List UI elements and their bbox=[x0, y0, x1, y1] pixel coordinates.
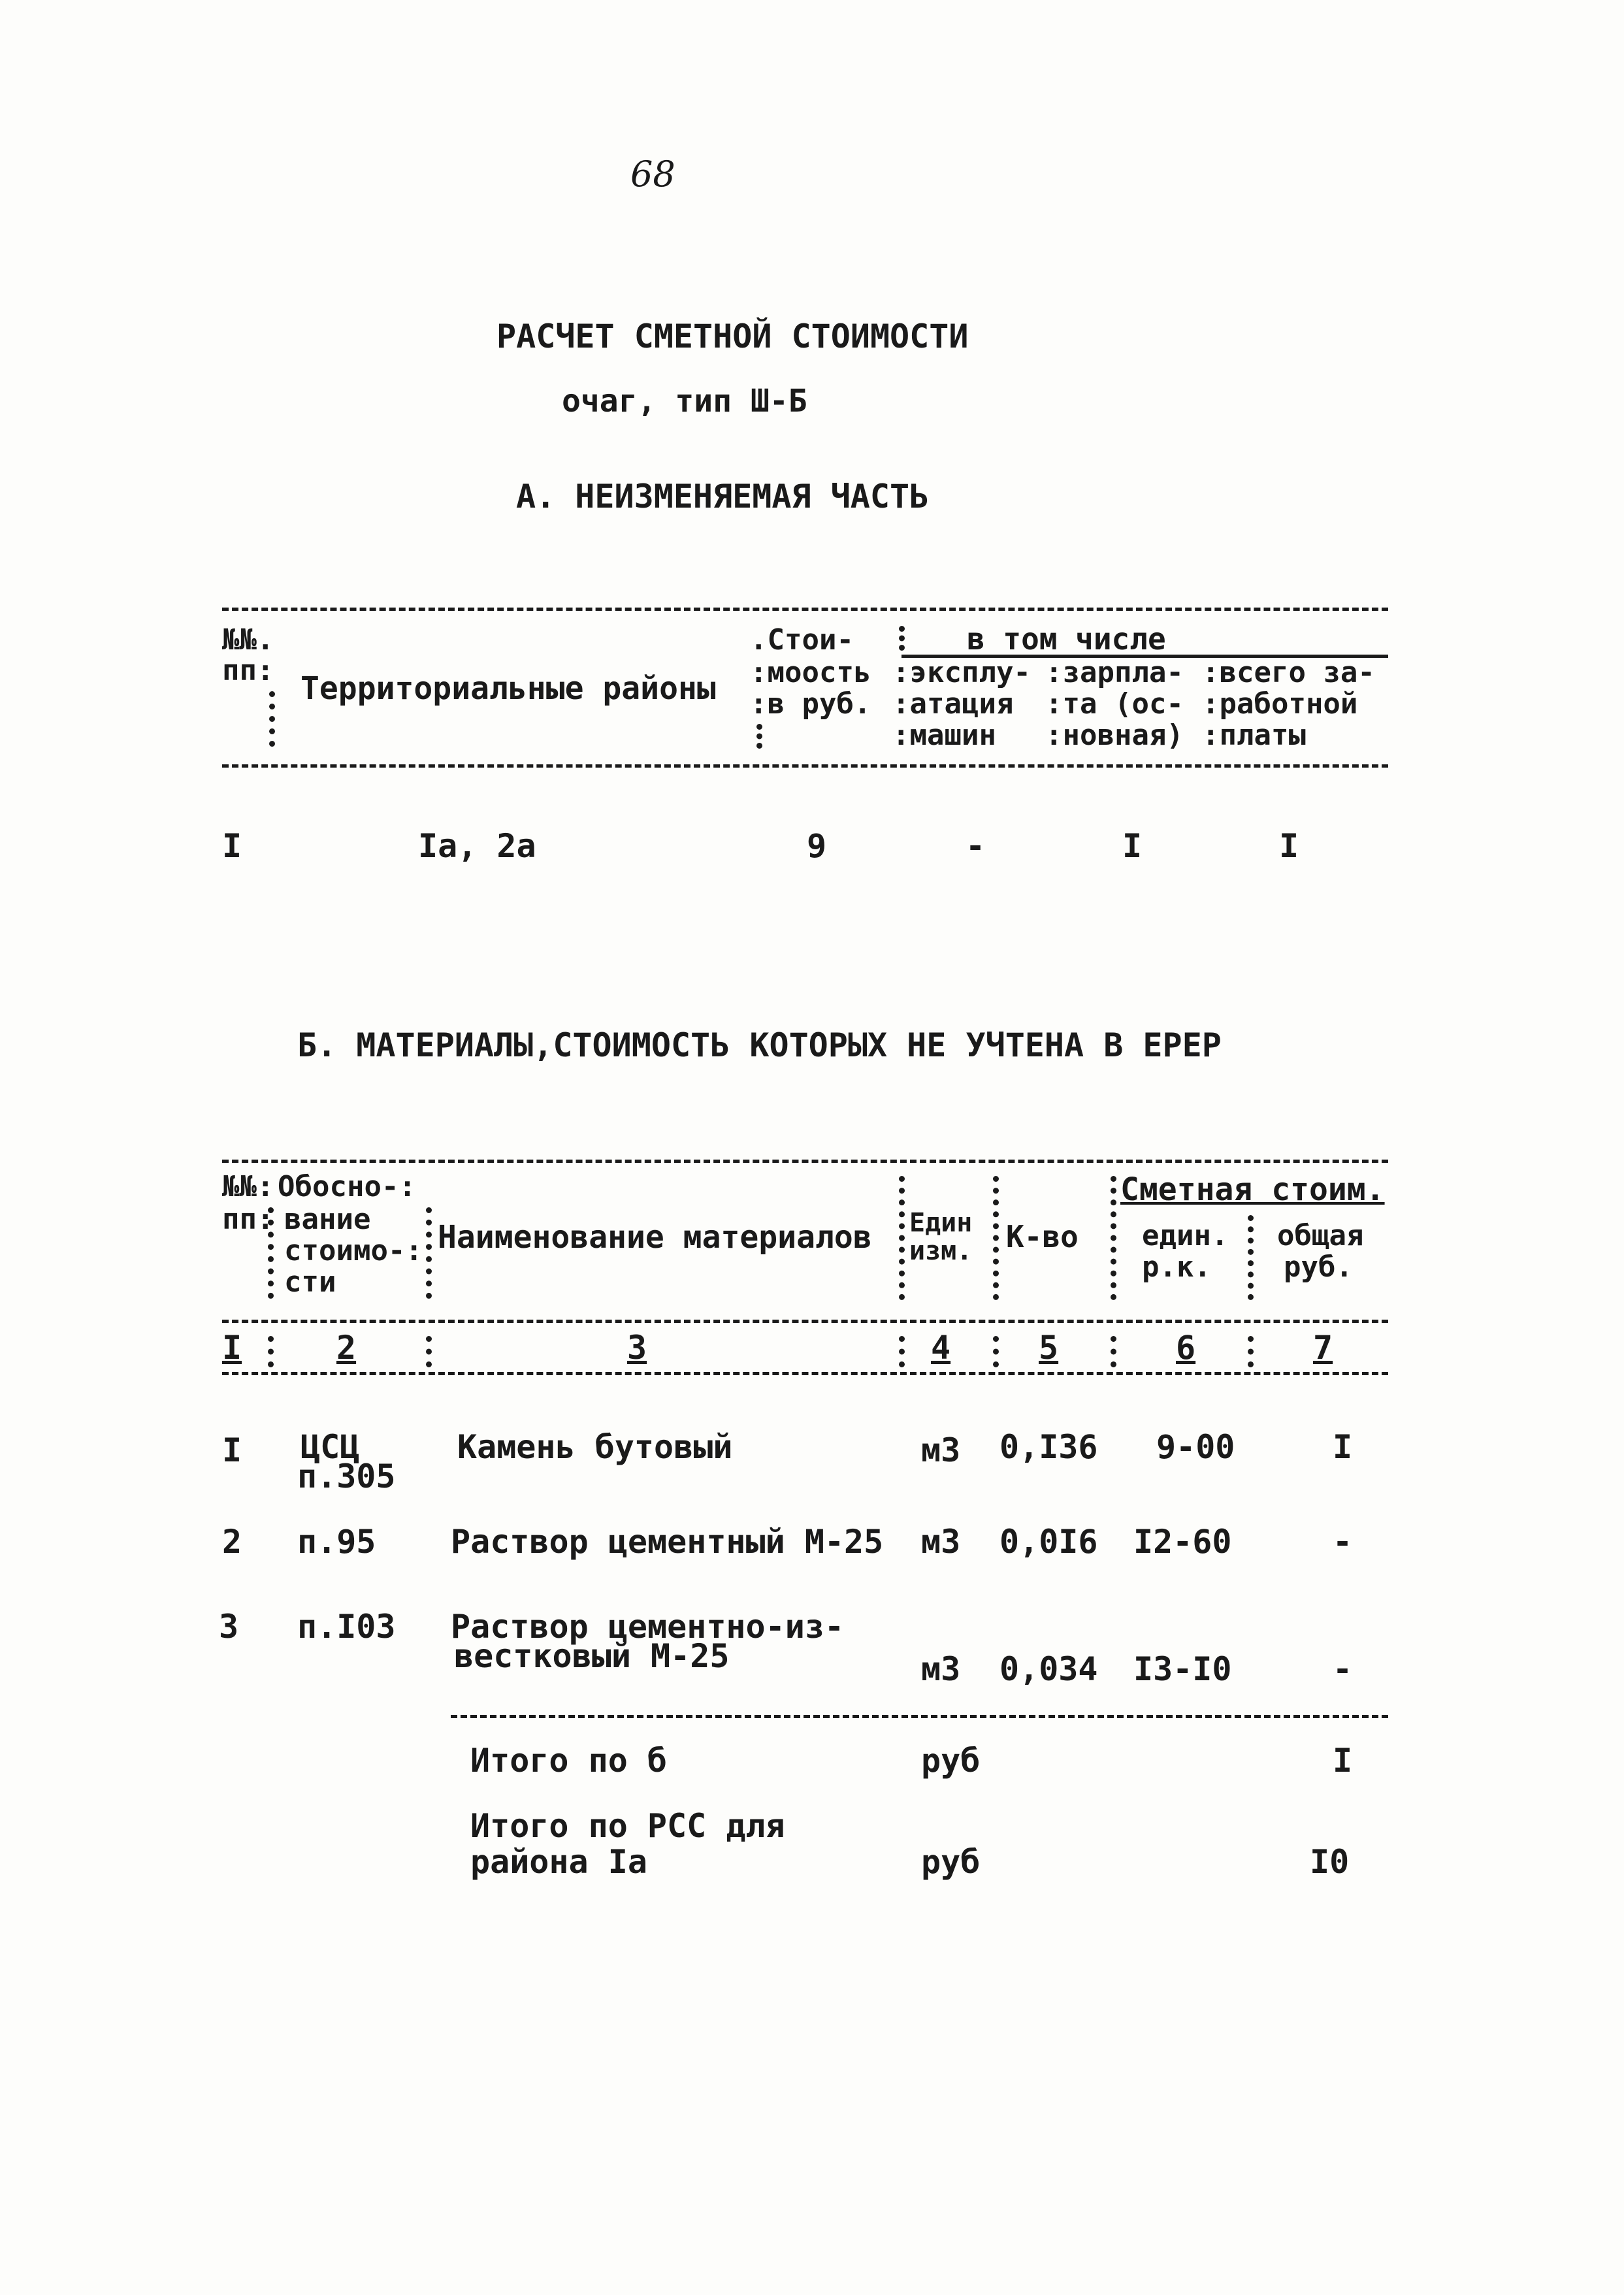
column-number: 6 bbox=[1176, 1329, 1196, 1367]
header-expl-line2: :атация bbox=[892, 687, 1014, 721]
header-num-line2: пп: bbox=[222, 1203, 274, 1236]
header-unit-line2: изм. bbox=[909, 1236, 973, 1266]
column-numbers-rule bbox=[222, 1372, 1388, 1375]
totals-unit: руб bbox=[921, 1742, 981, 1780]
header-wage-line2: :та (ос- bbox=[1045, 687, 1184, 721]
column-number: I bbox=[222, 1329, 242, 1367]
row-territory: Iа, 2а bbox=[418, 827, 536, 865]
row-total: - bbox=[1333, 1523, 1353, 1561]
header-num-line1: №№: bbox=[222, 1170, 274, 1203]
row-unit: м3 bbox=[921, 1431, 961, 1469]
row-wage: I bbox=[1122, 827, 1143, 865]
column-number-sep bbox=[1111, 1336, 1116, 1367]
header-name: Наименование материалов bbox=[438, 1219, 872, 1256]
header-basis-line1: Обосно-: bbox=[278, 1170, 416, 1203]
header-total-line1: общая bbox=[1277, 1219, 1364, 1252]
totals-value: I0 bbox=[1310, 1843, 1350, 1881]
header-total-colon bbox=[1248, 1215, 1254, 1300]
header-incl-colon bbox=[899, 626, 905, 651]
header-cost-line1: .Стои- bbox=[750, 623, 854, 657]
row-total: I bbox=[1333, 1428, 1353, 1466]
column-number: 2 bbox=[336, 1329, 357, 1367]
row-price: I3-I0 bbox=[1133, 1650, 1232, 1688]
section-a-heading: А. НЕИЗМЕНЯЕМАЯ ЧАСТЬ bbox=[516, 478, 930, 515]
row-basis-ref: п.305 bbox=[297, 1457, 396, 1495]
row-qty: 0,0I6 bbox=[999, 1523, 1098, 1561]
header-expl-line1: :эксплу- bbox=[892, 656, 1031, 689]
header-territory: Территориальные районы bbox=[300, 670, 716, 707]
header-unit-line1: Един bbox=[909, 1208, 973, 1238]
header-estimated: Сметная стоим. bbox=[1120, 1171, 1385, 1208]
header-wage-line3: :новная) bbox=[1045, 719, 1184, 752]
column-number-sep bbox=[1248, 1336, 1254, 1367]
page-number: 68 bbox=[630, 154, 675, 195]
header-basis-line3: стоимо-: bbox=[284, 1234, 423, 1267]
header-basis-colon bbox=[268, 1207, 274, 1299]
header-qty-colon bbox=[993, 1176, 999, 1300]
section-a-top-rule bbox=[222, 608, 1388, 611]
header-per-unit-line2: р.к. bbox=[1142, 1250, 1211, 1284]
row-unit: м3 bbox=[921, 1523, 961, 1561]
header-total-line1: :всего за- bbox=[1202, 656, 1375, 689]
header-expl-line3: :машин bbox=[892, 719, 996, 752]
section-b-top-rule bbox=[222, 1160, 1388, 1163]
column-number: 5 bbox=[1039, 1329, 1059, 1367]
row-total: I bbox=[1279, 827, 1299, 865]
column-number: 3 bbox=[627, 1329, 647, 1367]
row-num: 3 bbox=[219, 1608, 239, 1646]
row-expl: - bbox=[966, 827, 986, 865]
header-cost-line2: :моость bbox=[750, 656, 871, 689]
column-number-sep bbox=[426, 1336, 432, 1367]
section-b-header-rule bbox=[222, 1320, 1388, 1323]
column-number: 4 bbox=[931, 1329, 951, 1367]
totals-label-cont: района Iа bbox=[470, 1843, 647, 1881]
header-total-line3: :платы bbox=[1202, 719, 1306, 752]
header-total-line2: руб. bbox=[1284, 1250, 1353, 1284]
column-number-sep bbox=[899, 1336, 905, 1367]
totals-unit: руб bbox=[921, 1843, 981, 1881]
header-cost-line3: :в руб. bbox=[750, 687, 871, 721]
header-name-colon bbox=[426, 1207, 432, 1299]
column-number-sep bbox=[268, 1336, 274, 1367]
row-total: - bbox=[1333, 1650, 1353, 1688]
header-cost-colon bbox=[756, 724, 762, 749]
document-title: РАСЧЕТ СМЕТНОЙ СТОИМОСТИ bbox=[496, 317, 969, 355]
row-num: 2 bbox=[222, 1523, 242, 1561]
header-wage-line1: :зарпла- bbox=[1045, 656, 1184, 689]
document-subtitle: очаг, тип Ш-Б bbox=[562, 383, 807, 419]
row-material-name: Камень бутовый bbox=[457, 1428, 733, 1466]
row-material-name: Раствор цементно-из- bbox=[451, 1608, 845, 1646]
header-total-line2: :работной bbox=[1202, 687, 1358, 721]
header-num-line1: №№. bbox=[222, 623, 274, 657]
section-a-header-rule bbox=[222, 764, 1388, 768]
row-material-name: Раствор цементный М-25 bbox=[451, 1523, 884, 1561]
row-cost: 9 bbox=[807, 827, 827, 865]
totals-label: Итого по б bbox=[470, 1742, 668, 1780]
row-basis: п.I03 bbox=[297, 1608, 396, 1646]
column-number: 7 bbox=[1313, 1329, 1333, 1367]
header-basis-line2: вание bbox=[284, 1203, 371, 1236]
row-basis: п.95 bbox=[297, 1523, 376, 1561]
row-material-name-cont: вестковый М-25 bbox=[454, 1637, 730, 1675]
row-price: I2-60 bbox=[1133, 1523, 1232, 1561]
totals-label: Итого по РСС для bbox=[470, 1807, 785, 1845]
header-num-colon bbox=[269, 691, 275, 747]
header-per-unit-line1: един. bbox=[1142, 1219, 1229, 1252]
column-number-sep bbox=[993, 1336, 999, 1367]
totals-rule bbox=[451, 1715, 1388, 1718]
row-basis: ЦСЦ bbox=[300, 1428, 360, 1466]
row-num: I bbox=[222, 827, 242, 865]
row-qty: 0,I36 bbox=[999, 1428, 1098, 1466]
header-estimated-colon bbox=[1111, 1176, 1116, 1300]
row-num: I bbox=[222, 1431, 242, 1469]
header-basis-line4: сти bbox=[284, 1265, 336, 1299]
section-b-heading: Б. МАТЕРИАЛЫ,СТОИМОСТЬ КОТОРЫХ НЕ УЧТЕНА В ЕРЕР bbox=[297, 1026, 1222, 1064]
row-price: 9-00 bbox=[1156, 1428, 1235, 1466]
header-unit-colon bbox=[899, 1176, 905, 1300]
row-qty: 0,034 bbox=[999, 1650, 1098, 1688]
header-num-line2: пп: bbox=[222, 654, 274, 687]
row-unit: м3 bbox=[921, 1650, 961, 1688]
header-qty: К-во bbox=[1006, 1219, 1079, 1254]
header-incl: в том числе bbox=[967, 621, 1166, 657]
totals-value: I bbox=[1333, 1742, 1353, 1780]
